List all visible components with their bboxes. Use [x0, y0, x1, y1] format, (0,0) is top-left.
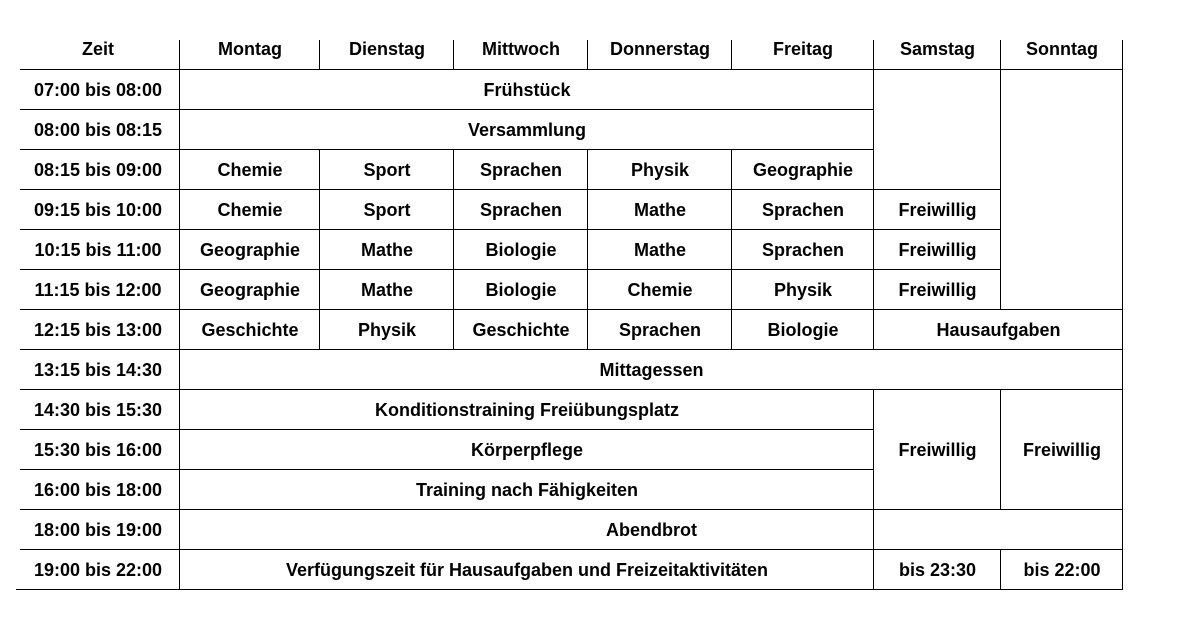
cell-freiwillig-sonntag: Freiwillig [1022, 439, 1101, 460]
row-divider [20, 349, 1123, 350]
lesson-cell: Biologie [485, 279, 557, 300]
lesson-cell: Geographie [199, 279, 301, 300]
time-label: 12:15 bis 13:00 [33, 319, 163, 340]
row-divider [16, 589, 1123, 590]
lesson-cell: Geschichte [201, 319, 299, 340]
time-label: 09:15 bis 10:00 [33, 199, 163, 220]
time-label: 15:30 bis 16:00 [33, 439, 163, 460]
col-divider [873, 40, 874, 350]
cell-verfuegungszeit: Verfügungszeit für Hausaufgaben und Freizeitaktivitäten [285, 559, 769, 580]
lesson-cell: Chemie [217, 199, 283, 220]
lesson-cell: Biologie [767, 319, 839, 340]
cell-koerperpflege: Körperpflege [470, 439, 584, 460]
col-divider [453, 150, 454, 350]
col-divider [1000, 550, 1001, 590]
time-label: 13:15 bis 14:30 [33, 359, 163, 380]
lesson-cell: Sprachen [761, 199, 845, 220]
cell-samstag-abend: bis 23:30 [898, 559, 977, 580]
col-divider [587, 40, 588, 70]
header-freitag: Freitag [772, 38, 833, 59]
time-label: 16:00 bis 18:00 [33, 479, 163, 500]
time-label: 08:15 bis 09:00 [33, 159, 163, 180]
lesson-cell: Sport [363, 159, 411, 180]
lesson-cell: Geschichte [472, 319, 570, 340]
col-divider [319, 150, 320, 350]
header-dienstag: Dienstag [348, 38, 426, 59]
lesson-cell: Mathe [633, 239, 686, 260]
lesson-cell: Mathe [633, 199, 686, 220]
row-divider [20, 69, 1123, 70]
lesson-cell: Chemie [217, 159, 283, 180]
cell-mittagessen: Mittagessen [599, 359, 704, 380]
lesson-cell: Physik [630, 159, 690, 180]
lesson-cell: Freiwillig [898, 279, 977, 300]
header-mittwoch: Mittwoch [482, 38, 560, 59]
cell-konditionstraining: Konditionstraining Freiübungsplatz [375, 399, 679, 420]
lesson-cell: Biologie [485, 239, 557, 260]
row-divider [20, 429, 874, 430]
time-label: 11:15 bis 12:00 [34, 279, 162, 300]
lesson-cell: Sprachen [479, 159, 563, 180]
cell-sonntag-abend: bis 22:00 [1023, 559, 1101, 580]
lesson-cell: Geographie [752, 159, 854, 180]
row-divider [20, 509, 1123, 510]
time-label: 07:00 bis 08:00 [33, 79, 163, 100]
time-label: 19:00 bis 22:00 [33, 559, 163, 580]
col-divider [453, 40, 454, 70]
col-divider [1000, 40, 1001, 310]
col-divider [731, 40, 732, 70]
lesson-cell: Freiwillig [898, 239, 977, 260]
header-montag: Montag [218, 38, 282, 59]
col-divider [319, 40, 320, 70]
lesson-cell: Sprachen [479, 199, 563, 220]
lesson-cell: Physik [357, 319, 417, 340]
col-divider [731, 150, 732, 350]
lesson-cell: Freiwillig [898, 199, 977, 220]
col-divider [1122, 40, 1123, 590]
timetable [16, 30, 1123, 590]
cell-freiwillig-samstag: Freiwillig [898, 439, 977, 460]
lesson-cell: Geographie [199, 239, 301, 260]
row-divider [20, 149, 874, 150]
col-divider [873, 390, 874, 590]
header-zeit: Zeit [81, 38, 114, 59]
col-divider [587, 150, 588, 350]
cell-hausaufgaben: Hausaufgaben [936, 319, 1061, 340]
row-divider [20, 269, 1001, 270]
row-divider [20, 469, 874, 470]
lesson-cell: Sprachen [618, 319, 702, 340]
lesson-cell: Sprachen [761, 239, 845, 260]
cell-training: Training nach Fähigkeiten [415, 479, 639, 500]
row-divider [20, 549, 1123, 550]
row-divider [20, 309, 1123, 310]
header-sonntag: Sonntag [1026, 38, 1098, 59]
row-divider [20, 189, 1001, 190]
header-samstag: Samstag [899, 38, 976, 59]
col-divider [179, 40, 180, 590]
lesson-cell: Mathe [360, 239, 413, 260]
cell-fruehstueck: Frühstück [483, 79, 571, 100]
lesson-cell: Mathe [360, 279, 413, 300]
lesson-cell: Physik [773, 279, 833, 300]
time-label: 14:30 bis 15:30 [33, 399, 163, 420]
time-label: 18:00 bis 19:00 [33, 519, 163, 540]
row-divider [20, 229, 1001, 230]
lesson-cell: Chemie [627, 279, 693, 300]
time-label: 10:15 bis 11:00 [34, 239, 162, 260]
header-donnerstag: Donnerstag [609, 38, 710, 59]
lesson-cell: Sport [363, 199, 411, 220]
cell-versammlung: Versammlung [467, 119, 587, 140]
time-label: 08:00 bis 08:15 [33, 119, 163, 140]
cell-abendbrot: Abendbrot [606, 519, 697, 540]
col-divider [1000, 390, 1001, 510]
row-divider [20, 109, 874, 110]
row-divider [20, 389, 1123, 390]
